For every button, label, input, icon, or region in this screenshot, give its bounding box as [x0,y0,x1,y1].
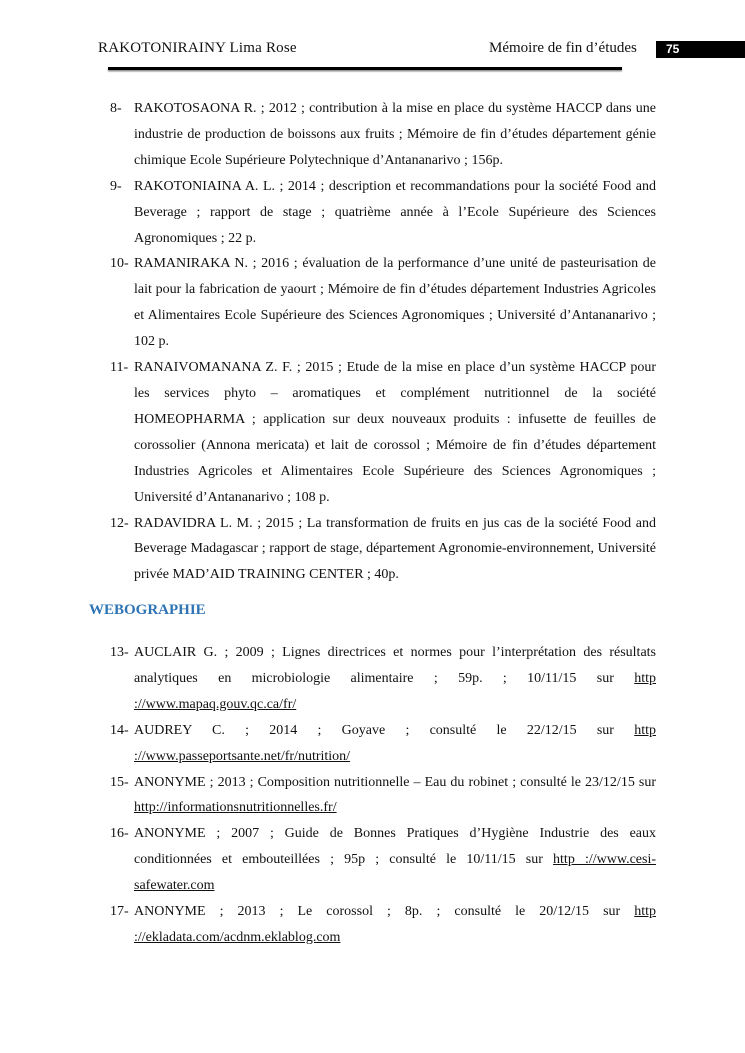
reference-item [110,96,656,174]
reference-number: 17- [110,904,129,920]
page-number: 75 [656,41,745,58]
webography-heading: WEBOGRAPHIE [89,602,206,618]
reference-link[interactable]: http ://ekladata.com/acdnm.eklablog.com [134,904,657,945]
reference-link[interactable]: http://informationsnutritionnelles.fr/ [134,800,337,816]
reference-text: RAKOTONIAINA A. L. ; 2014 ; description et recommandations pour la société Food and Beverage ; rapport de stage ; quatrième année à l’Ecole Supérieure des Sciences Agronomiques ; 22 p. [134,178,656,246]
header-author: RAKOTONIRAINY Lima Rose [98,40,297,56]
reference-number: 11- [110,360,129,376]
reference-number: 12- [110,515,129,531]
reference-link[interactable]: http ://www.mapaq.gouv.qc.ca/fr/ [134,670,656,712]
webography-list [0,640,745,951]
header-divider [108,67,622,70]
reference-number: 14- [110,722,129,738]
reference-text: ANONYME ; 2013 ; Le corossol ; 8p. ; consulté le 20/12/15 sur [134,904,621,920]
reference-text: RAKOTOSAONA R. ; 2012 ; contribution à la mise en place du système HACCP dans une industrie de production de boissons aux fruits ; Mémoire de fin d’études département génie chimique Ecole Supérieure Polytechnique d’Antananarivo ; 156p. [134,101,656,168]
web-reference-item [110,821,656,899]
web-reference-item [110,640,656,718]
reference-item [110,511,656,589]
reference-number: 16- [110,826,129,842]
header-doc-type: Mémoire de fin d’études [489,40,637,56]
reference-item [110,174,656,252]
reference-text: RANAIVOMANANA Z. F. ; 2015 ; Etude de la mise en place d’un système HACCP pour les services phyto – aromatiques et complément nutritionnel de la société HOMEOPHARMA ; application sur deux nouveaux produits : infusette de feuilles de corossolier (Annona mericata) et lait de corossol ; Mémoire de fin d’études département Industries Agricoles et Alimentaires Ecole Supérieure des Sciences Agronomiques ; Université d’Antananarivo ; 108 p. [134,360,656,505]
reference-text: RADAVIDRA L. M. ; 2015 ; La transformation de fruits en jus cas de la société Food and Beverage Madagascar ; rapport de stage, département Agronomie-environnement, Université privée MAD’AID TRAINING CENTER ; 40p. [134,515,656,583]
reference-link[interactable]: http ://www.cesi-safewater.com [134,852,656,894]
reference-text: ANONYME ; 2007 ; Guide de Bonnes Pratiques d’Hygiène Industrie des eaux conditionnées et embouteillées ; 95p ; consulté le 10/11/15 sur [134,826,656,868]
web-reference-item [110,718,656,770]
reference-item [110,355,656,510]
reference-number: 10- [110,256,129,272]
reference-link[interactable]: http ://www.passeportsante.net/fr/nutrition/ [134,722,656,764]
reference-number: 9- [110,178,122,194]
reference-text: RAMANIRAKA N. ; 2016 ; évaluation de la performance d’une unité de pasteurisation de lait pour la fabrication de yaourt ; Mémoire de fin d’études département Industries Agricoles et Alimentaires Ecole Supérieure des Sciences Agronomiques ; Université d’Antananarivo ; 102 p. [134,256,656,350]
reference-text: ANONYME ; 2013 ; Composition nutritionnelle – Eau du robinet ; consulté le 23/12/15 sur [134,774,656,790]
web-reference-item [110,899,657,951]
reference-number: 8- [110,101,122,116]
reference-text: AUCLAIR G. ; 2009 ; Lignes directrices et normes pour l’interprétation des résultats analytiques en microbiologie alimentaire ; 59p. ; 10/11/15 sur [134,645,656,686]
reference-text: AUDREY C. ; 2014 ; Goyave ; consulté le 22/12/15 sur [134,722,614,738]
bibliography-list [0,96,745,588]
web-reference-item [110,770,656,822]
reference-item [110,251,656,355]
reference-number: 13- [110,645,129,660]
reference-number: 15- [110,774,129,790]
